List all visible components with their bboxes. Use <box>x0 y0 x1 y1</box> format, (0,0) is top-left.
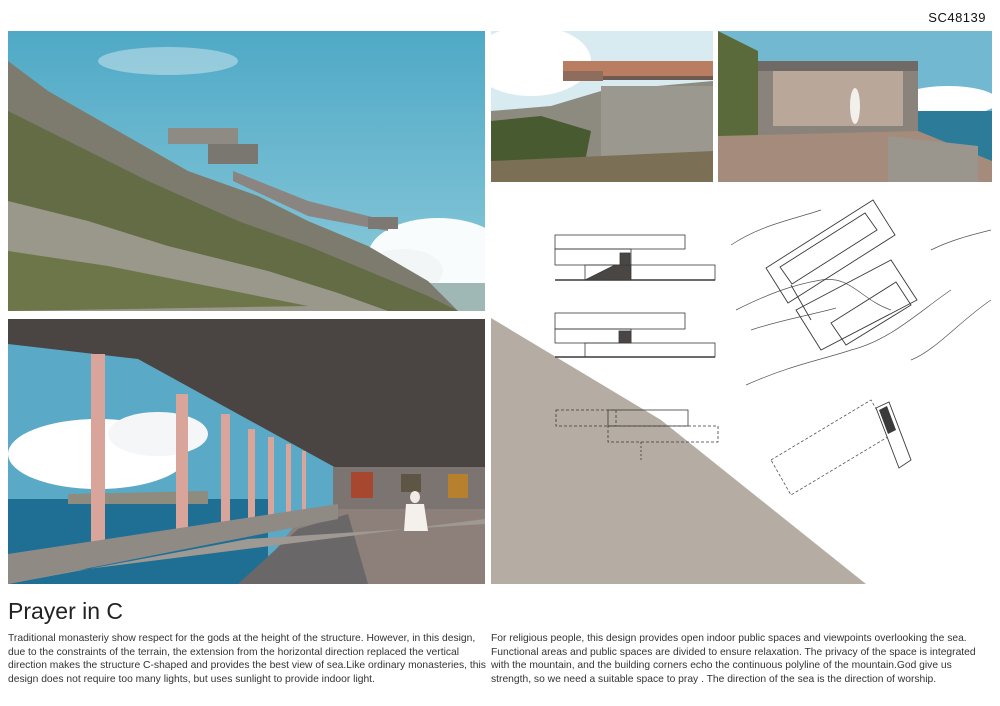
drawings-panel <box>491 190 992 584</box>
description-right: For religious people, this design provides open indoor public spaces and viewpoints overlooking the sea. Functional areas and public spaces are divided to ensure relaxation. The privacy of the space is integrated with the mountain, and the building corners echo the continuous polyline of the mountain.God give us strength, so we need a suitable space to pray . The direction of the sea is the direction of worship. <box>491 633 976 685</box>
site-plan-lower <box>771 400 911 495</box>
plan-upper <box>555 235 715 280</box>
clifftop-render <box>491 31 713 182</box>
description-left: Traditional monasteriy show respect for the gods at the height of the structure. However, in this design, due to the constraints of the terrain, the extension from the horizontal direction replaced the vertical direction makes the structure C-shaped and provides the best view of sea.Like ordinary monasteries, this design does not require too many lights, but uses sunlight to provide indoor light. <box>8 633 486 685</box>
terrain-section <box>491 318 866 584</box>
page-title: Prayer in C <box>8 598 124 624</box>
site-plan-building <box>766 200 917 350</box>
project-code: SC48139 <box>928 10 986 25</box>
plan-lower <box>555 313 715 357</box>
site-contours <box>731 210 991 385</box>
interior-render <box>8 319 485 584</box>
hillside-render <box>8 31 485 311</box>
terrace-render <box>718 31 992 182</box>
